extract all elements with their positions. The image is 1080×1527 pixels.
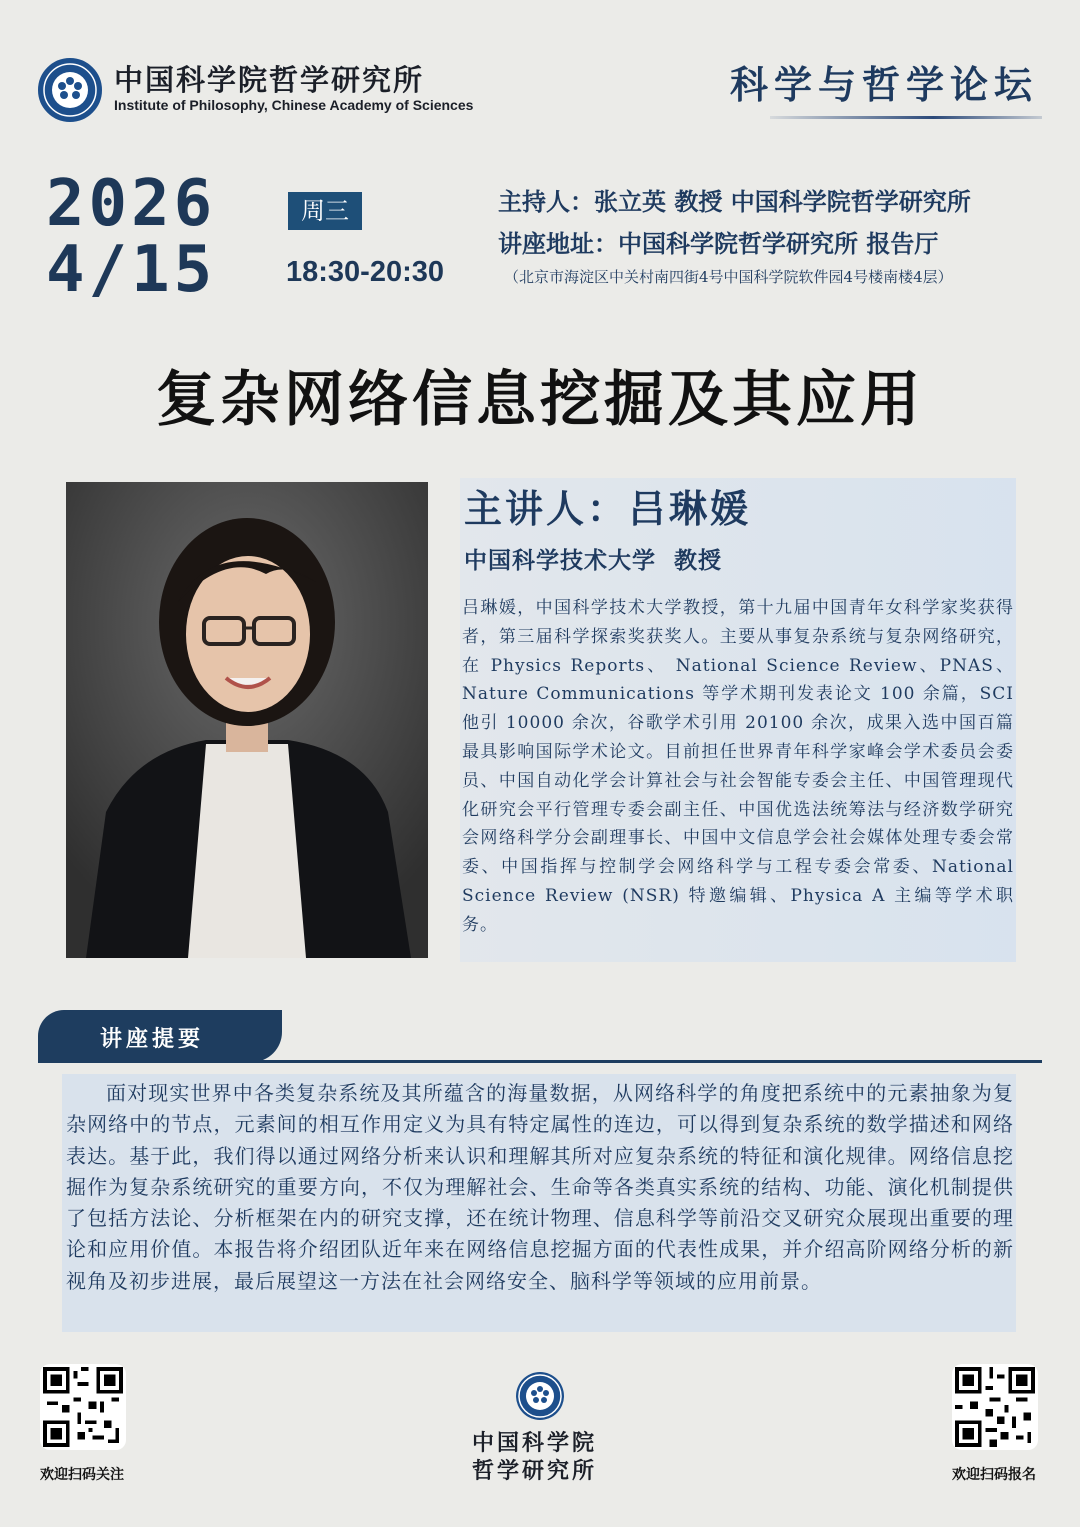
abstract-divider <box>38 1060 1042 1063</box>
speaker-photo <box>66 482 428 958</box>
event-date: 4/15 <box>46 233 217 307</box>
abstract-label: 讲座提要 <box>100 1026 205 1052</box>
footer-logo-icon <box>516 1372 564 1420</box>
cas-logo-icon <box>38 58 102 122</box>
forum-underline <box>770 116 1042 119</box>
qr-code-follow[interactable] <box>40 1364 126 1450</box>
footer-institute-line2: 哲学研究所 <box>472 1458 598 1484</box>
speaker-bio: 吕琳媛，中国科学技术大学教授，第十九届中国青年女科学家奖获得者，第三届科学探索奖获奖人。主要从事复杂系统与复杂网络研究，在 Physics Reports、 National Science Review、PNAS、Nature Communications 等学术期刊发表论文 100 余篇，SCI 他引 10000 余次，谷歌学术引用 20100 余次，成果入选中国百篇最具影响国际学术论文。目前担任世界青年科学家峰会学术委员会委员、中国自动化学会计算社会与社会智能专委会主任、中国管理现代化研究会平行管理专委会副主任、中国优选法统筹法与经济数学研究会网络科学分会副理事长、中国中文信息学会社会媒体处理专委会常委、中国指挥与控制学会网络科学与工程专委会常委、National Science Review (NSR) 特邀编辑、Physica A 主编等学术职务。 <box>462 598 1014 935</box>
event-time: 18:30-20:30 <box>286 256 444 288</box>
abstract-text: 面对现实世界中各类复杂系统及其所蕴含的海量数据，从网络科学的角度把系统中的元素抽象为复杂网络中的节点，元素间的相互作用定义为具有特定属性的连边，可以得到复杂系统的数学描述和网络表达。基于此，我们得以通过网络分析来认识和理解其所对应复杂系统的特征和演化规律。网络信息挖掘作为复杂系统研究的重要方向，不仅为理解社会、生命等各类真实系统的结构、功能、演化机制提供了包括方法论、分析框架在内的研究支撑，还在统计物理、信息科学等前沿交叉研究众展现出重要的理论和应用价值。本报告将介绍团队近年来在网络信息挖掘方面的代表性成果，并介绍高阶网络分析的新视角及初步进展，最后展望这一方法在社会网络安全、脑科学等领域的应用前景。 <box>66 1081 1014 1293</box>
lecture-title: 复杂网络信息挖掘及其应用 <box>156 365 924 435</box>
event-year: 2026 <box>46 167 217 241</box>
qr-code-register[interactable] <box>952 1364 1038 1450</box>
speaker-name: 主讲人：吕琳媛 <box>464 486 752 531</box>
venue-address: （北京市海淀区中关村南四街4号中国科学院软件园4号楼南楼4层） <box>504 268 953 286</box>
footer-institute-line1: 中国科学院 <box>472 1430 598 1456</box>
weekday-badge: 周三 <box>288 192 362 230</box>
venue-line: 讲座地址：中国科学院哲学研究所 报告厅 <box>498 229 939 258</box>
institute-name-en: Institute of Philosophy, Chinese Academy of Sciences <box>114 97 474 113</box>
forum-title: 科学与哲学论坛 <box>729 62 1038 107</box>
host-line: 主持人：张立英 教授 中国科学院哲学研究所 <box>498 187 971 216</box>
institute-name-cn: 中国科学院哲学研究所 <box>114 63 425 97</box>
qr-register-caption: 欢迎扫码报名 <box>952 1467 1036 1483</box>
qr-follow-caption: 欢迎扫码关注 <box>40 1467 124 1483</box>
speaker-affiliation: 中国科学技术大学 教授 <box>464 547 723 574</box>
